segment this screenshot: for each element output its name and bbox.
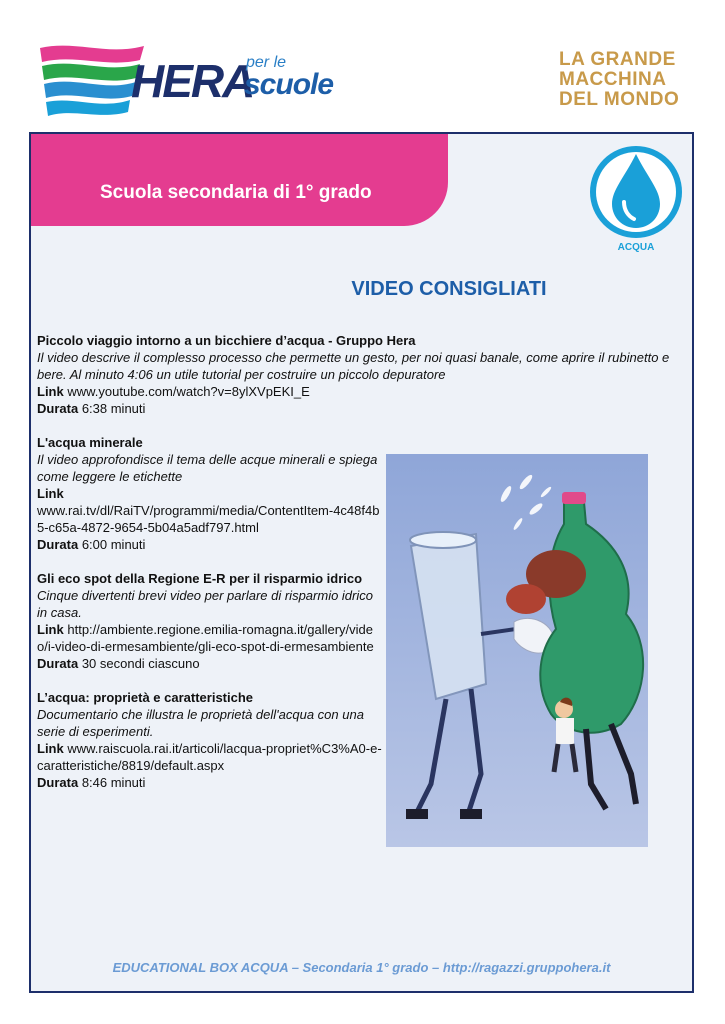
grande-line-2: MACCHINA <box>559 69 667 90</box>
illustration <box>386 454 648 847</box>
scuole-text: scuole <box>244 68 334 101</box>
video-duration: 6:00 minuti <box>81 537 146 552</box>
video-duration-row <box>37 655 382 672</box>
link-label: Link <box>37 622 64 637</box>
video-duration: 6:38 minuti <box>81 401 146 416</box>
page-title: VIDEO CONSIGLIATI <box>351 278 547 300</box>
la-grande-macchina-logo <box>559 50 689 110</box>
video-duration: 30 secondi ciascuno <box>81 656 200 671</box>
video-item-3 <box>37 570 382 672</box>
hera-stripes-icon <box>36 40 146 120</box>
content-frame <box>29 132 694 993</box>
school-level-title: Scuola secondaria di 1° grado <box>100 182 372 203</box>
per-le-text: per le <box>246 54 287 71</box>
video-link[interactable]: http://ambiente.regione.emilia-romagna.it/gallery/video/i-video-di-ermesambiente/gli-eco-spot-di-ermesambiente <box>37 622 374 654</box>
video-link[interactable]: www.raiscuola.rai.it/articoli/lacqua-propriet%C3%A0-e-caratteristiche/8819/default.aspx <box>37 741 382 773</box>
video-duration-row <box>37 400 677 417</box>
glass-and-bottle-illustration <box>386 454 648 847</box>
video-duration: 8:46 minuti <box>81 775 146 790</box>
video-title: Piccolo viaggio intorno a un bicchiere d’acqua - Gruppo Hera <box>37 333 416 348</box>
duration-label: Durata <box>37 401 79 416</box>
video-item-2 <box>37 434 382 553</box>
school-level-banner <box>31 134 448 226</box>
grande-line-1: LA GRANDE <box>559 49 676 70</box>
video-title: L'acqua minerale <box>37 435 143 450</box>
grande-line-3: DEL MONDO <box>559 89 680 110</box>
video-item-1 <box>37 332 677 417</box>
video-duration-row <box>37 536 382 553</box>
video-title: Gli eco spot della Regione E-R per il risparmio idrico <box>37 571 363 586</box>
footer-text: EDUCATIONAL BOX ACQUA – Secondaria 1° grado – http://ragazzi.gruppohera.it <box>112 960 611 975</box>
acqua-badge <box>588 144 684 254</box>
video-description: Il video descrive il complesso processo che permette un gesto, per noi quasi banale, come aprire il rubinetto e bere. Al minuto 4:06 un utile tutorial per costruire un piccolo depuratore <box>37 350 670 382</box>
video-list <box>37 332 670 808</box>
link-label: Link <box>37 486 64 501</box>
video-item-4 <box>37 689 382 791</box>
duration-label: Durata <box>37 656 79 671</box>
video-link-row <box>37 621 382 655</box>
video-title: L’acqua: proprietà e caratteristiche <box>37 690 254 705</box>
acqua-label: ACQUA <box>617 242 655 253</box>
duration-label: Durata <box>37 775 79 790</box>
link-label: Link <box>37 741 64 756</box>
video-link-row <box>37 383 677 400</box>
water-drop-icon <box>588 144 684 240</box>
hera-wordmark: HERA <box>131 55 254 107</box>
video-link-row <box>37 740 382 774</box>
video-duration-row <box>37 774 382 791</box>
hera-per-le-scuole-logo <box>36 40 336 120</box>
video-description: Cinque divertenti brevi video per parlare di risparmio idrico in casa. <box>37 588 373 620</box>
duration-label: Durata <box>37 537 79 552</box>
link-label: Link <box>37 384 64 399</box>
video-description: Documentario che illustra le proprietà dell'acqua con una serie di esperimenti. <box>37 707 364 739</box>
video-description: Il video approfondisce il tema delle acque minerali e spiega come leggere le etichette <box>37 452 378 484</box>
video-link[interactable]: www.rai.tv/dl/RaiTV/programmi/media/ContentItem-4c48f4b5-c65a-4872-9654-5b04a5adf797.html <box>37 503 380 535</box>
video-link[interactable]: www.youtube.com/watch?v=8ylXVpEKI_E <box>67 384 310 399</box>
